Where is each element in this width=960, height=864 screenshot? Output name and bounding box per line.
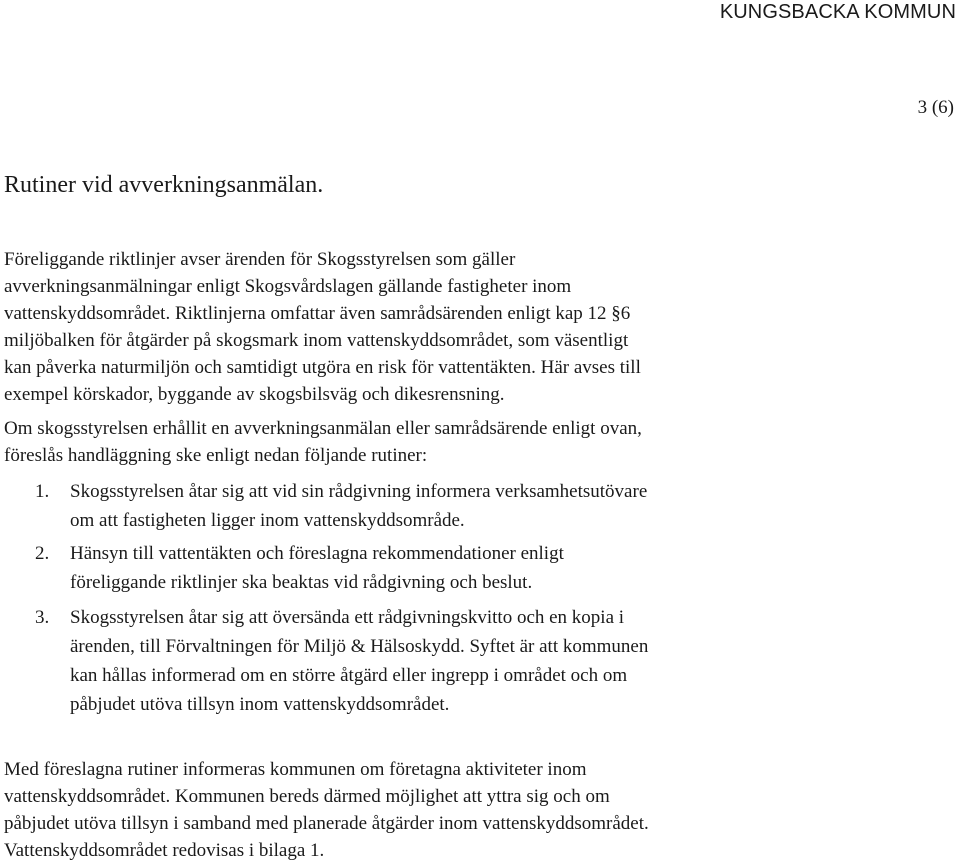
list-line: föreliggande riktlinjer ska beaktas vid rådgivning och beslut. — [70, 572, 533, 593]
organization-header: KUNGSBACKA KOMMUN — [719, 1, 956, 23]
paragraph-line: föreslås handläggning ske enligt nedan följande rutiner: — [4, 445, 428, 466]
list-line: kan hållas informerad om en större åtgärd eller ingrepp i området och om — [70, 665, 628, 686]
paragraph-line: Föreliggande riktlinjer avser ärenden för Skogsstyrelsen som gäller — [4, 249, 516, 270]
paragraph-line: exempel körskador, byggande av skogsbilsväg och dikesrensning. — [4, 384, 505, 405]
list-number: 3. — [35, 607, 50, 628]
intro-paragraph — [4, 246, 954, 408]
list-line: Hänsyn till vattentäkten och föreslagna rekommendationer enligt — [70, 543, 564, 564]
paragraph-line: vattenskyddsområdet. Kommunen bereds därmed möjlighet att yttra sig och om — [4, 786, 610, 807]
paragraph-line: vattenskyddsområdet. Riktlinjerna omfattar även samrådsärenden enligt kap 12 §6 — [4, 303, 631, 324]
list-line: Skogsstyrelsen åtar sig att vid sin rådgivning informera verksamhetsutövare — [70, 481, 648, 502]
page-number: 3 (6) — [917, 97, 954, 118]
paragraph-line: Vattenskyddsområdet redovisas i bilaga 1. — [4, 840, 325, 861]
page-title: Rutiner vid avverkningsanmälan. — [4, 172, 324, 198]
list-item — [35, 477, 935, 535]
list-number: 2. — [35, 543, 50, 564]
paragraph-line: Om skogsstyrelsen erhållit en avverkningsanmälan eller samrådsärende enligt ovan, — [4, 418, 642, 439]
list-item — [35, 539, 935, 597]
list-item — [35, 603, 935, 719]
procedure-intro-paragraph — [4, 415, 954, 469]
list-line: Skogsstyrelsen åtar sig att översända ett rådgivningskvitto och en kopia i — [70, 607, 625, 628]
list-line: ärenden, till Förvaltningen för Miljö & Hälsoskydd. Syftet är att kommunen — [70, 636, 649, 657]
paragraph-line: Med föreslagna rutiner informeras kommunen om företagna aktiviteter inom — [4, 759, 587, 780]
list-line: påbjudet utöva tillsyn inom vattenskyddsområdet. — [70, 694, 450, 715]
paragraph-line: kan påverka naturmiljön och samtidigt utgöra en risk för vattentäkten. Här avses till — [4, 357, 641, 378]
list-line: om att fastigheten ligger inom vattenskyddsområde. — [70, 510, 465, 531]
paragraph-line: avverkningsanmälningar enligt Skogsvårdslagen gällande fastigheter inom — [4, 276, 572, 297]
paragraph-line: miljöbalken för åtgärder på skogsmark inom vattenskyddsområdet, som väsentligt — [4, 330, 629, 351]
list-number: 1. — [35, 481, 50, 502]
paragraph-line: påbjudet utöva tillsyn i samband med planerade åtgärder inom vattenskyddsområdet. — [4, 813, 649, 834]
closing-paragraph — [4, 756, 954, 864]
